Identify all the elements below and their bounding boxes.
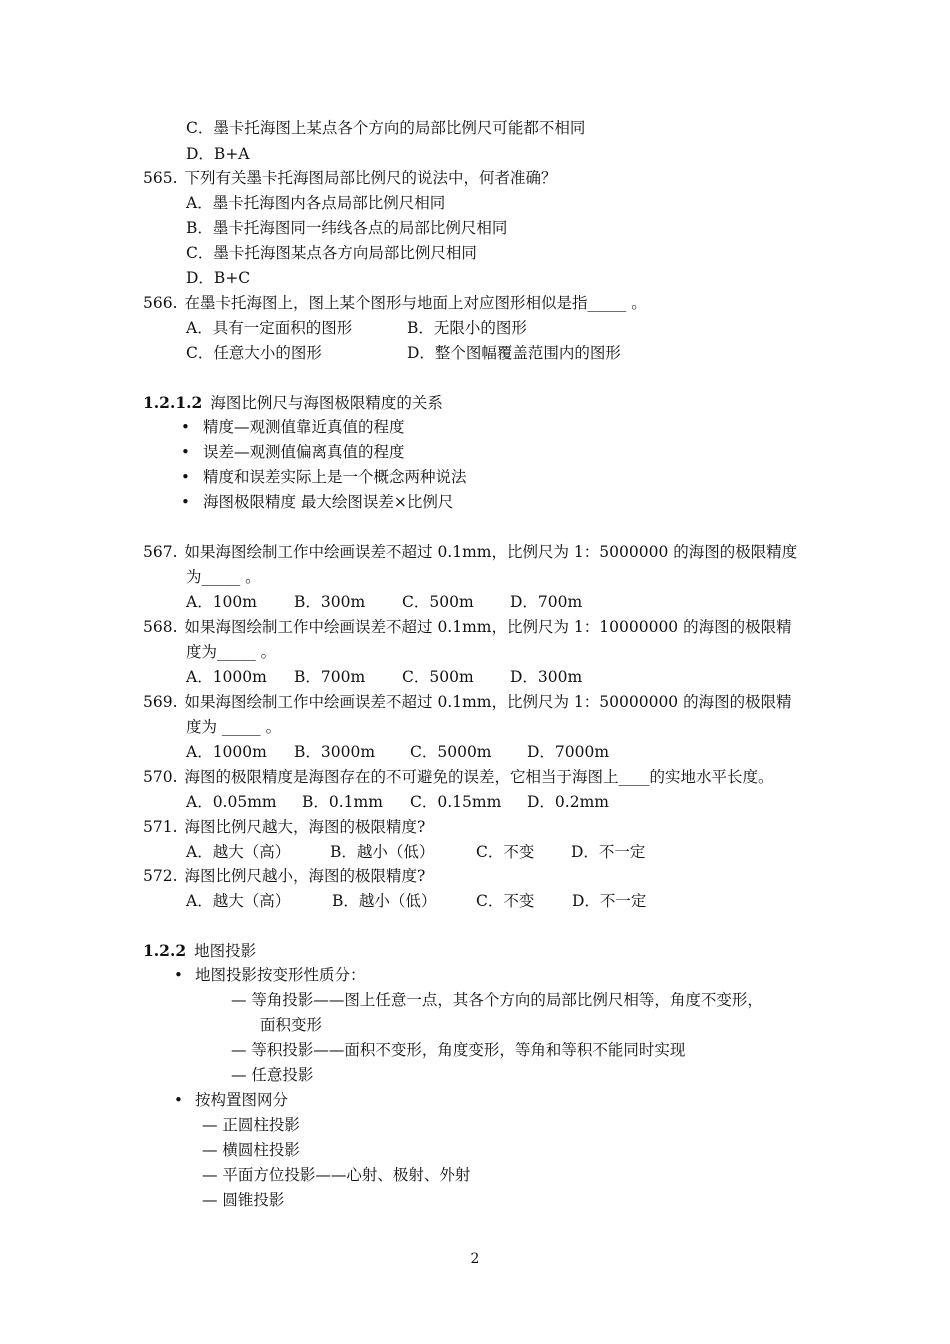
page-number: 2 bbox=[470, 1251, 480, 1267]
question-stem: 海图比例尺越小，海图的极限精度? bbox=[184, 867, 426, 885]
q569-option-b: B．3000m bbox=[294, 743, 376, 761]
q566-option-a: A．具有一定面积的图形 bbox=[186, 319, 353, 337]
question-stem-continued: 度为 _____ 。 bbox=[186, 718, 282, 736]
question-number: 569. bbox=[143, 693, 178, 711]
carry-option-d: D．B+A bbox=[186, 145, 250, 163]
question-571 bbox=[143, 817, 425, 837]
section-heading-122 bbox=[143, 941, 256, 961]
sub-item: — 任意投影 bbox=[231, 1066, 314, 1084]
bullet-icon: • bbox=[174, 966, 183, 984]
q567-option-a: A．100m bbox=[186, 593, 257, 611]
question-number: 565. bbox=[143, 169, 178, 187]
sub-item: — 正圆柱投影 bbox=[202, 1116, 300, 1134]
section-number: 1.2.1.2 bbox=[143, 393, 203, 412]
bullet-item: 精度—观测值靠近真值的程度 bbox=[203, 418, 405, 436]
question-number: 568. bbox=[143, 618, 178, 636]
section-title: 地图投影 bbox=[194, 942, 257, 960]
bullet-icon: • bbox=[181, 493, 190, 511]
section-title: 海图比例尺与海图极限精度的关系 bbox=[210, 394, 443, 412]
q571-option-b: B．越小（低） bbox=[330, 843, 435, 861]
bullet-icon: • bbox=[181, 418, 190, 436]
q570-option-a: A．0.05mm bbox=[186, 793, 277, 811]
q568-option-d: D．300m bbox=[510, 668, 583, 686]
question-stem-continued: 度为_____ 。 bbox=[186, 643, 277, 661]
q569-option-a: A．1000m bbox=[186, 743, 267, 761]
sub-item-continued: 面积变形 bbox=[260, 1016, 323, 1034]
q568-option-a: A．1000m bbox=[186, 668, 267, 686]
question-572 bbox=[143, 866, 425, 886]
question-570 bbox=[143, 767, 774, 787]
question-568 bbox=[143, 617, 792, 637]
sub-item: — 横圆柱投影 bbox=[202, 1141, 300, 1159]
carry-option-c: C．墨卡托海图上某点各个方向的局部比例尺可能都不相同 bbox=[186, 119, 586, 137]
question-stem: 海图比例尺越大，海图的极限精度? bbox=[184, 818, 426, 836]
question-566 bbox=[143, 293, 647, 313]
bullet-item: 海图极限精度 最大绘图误差×比例尺 bbox=[203, 493, 454, 511]
q571-option-a: A．越大（高） bbox=[186, 843, 291, 861]
bullet-item: 精度和误差实际上是一个概念两种说法 bbox=[203, 468, 467, 486]
bullet-item: 按构置图网分 bbox=[195, 1091, 289, 1109]
q572-option-c: C．不变 bbox=[476, 892, 535, 910]
q565-option-b: B．墨卡托海图同一纬线各点的局部比例尺相同 bbox=[186, 219, 508, 237]
bullet-icon: • bbox=[174, 1091, 183, 1109]
bullet-icon: • bbox=[181, 468, 190, 486]
q567-option-c: C．500m bbox=[402, 593, 474, 611]
q569-option-c: C．5000m bbox=[410, 743, 492, 761]
question-number: 567. bbox=[143, 543, 178, 561]
q572-option-b: B．越小（低） bbox=[332, 892, 437, 910]
question-567 bbox=[143, 542, 797, 562]
q568-option-b: B．700m bbox=[294, 668, 366, 686]
q570-option-b: B．0.1mm bbox=[302, 793, 383, 811]
bullet-item: 地图投影按变形性质分： bbox=[195, 966, 366, 984]
q565-option-a: A．墨卡托海图内各点局部比例尺相同 bbox=[186, 194, 446, 212]
section-heading-1212 bbox=[143, 393, 443, 413]
q566-option-b: B．无限小的图形 bbox=[407, 319, 527, 337]
bullet-item: 误差—观测值偏离真值的程度 bbox=[203, 443, 405, 461]
question-569 bbox=[143, 692, 792, 712]
question-number: 571. bbox=[143, 818, 178, 836]
question-stem: 海图的极限精度是海图存在的不可避免的误差，它相当于海图上____的实地水平长度。 bbox=[184, 768, 774, 786]
sub-item: — 等积投影——面积不变形，角度变形，等角和等积不能同时实现 bbox=[231, 1041, 686, 1059]
question-stem: 在墨卡托海图上，图上某个图形与地面上对应图形相似是指_____ 。 bbox=[184, 294, 647, 312]
q566-option-d: D．整个图幅覆盖范围内的图形 bbox=[407, 344, 621, 362]
q569-option-d: D．7000m bbox=[527, 743, 610, 761]
q565-option-c: C．墨卡托海图某点各方向局部比例尺相同 bbox=[186, 244, 477, 262]
q571-option-d: D．不一定 bbox=[571, 843, 646, 861]
q566-option-c: C．任意大小的图形 bbox=[186, 344, 322, 362]
q567-option-d: D．700m bbox=[510, 593, 583, 611]
sub-item: — 平面方位投影——心射、极射、外射 bbox=[202, 1166, 471, 1184]
q570-option-d: D．0.2mm bbox=[527, 793, 609, 811]
question-stem: 如果海图绘制工作中绘画误差不超过 0.1mm，比例尺为 1：5000000 的海图的极限精度 bbox=[184, 543, 798, 561]
question-number: 566. bbox=[143, 294, 178, 312]
question-stem-continued: 为_____ 。 bbox=[186, 568, 261, 586]
question-number: 572. bbox=[143, 867, 178, 885]
q565-option-d: D．B+C bbox=[186, 269, 251, 287]
q572-option-d: D．不一定 bbox=[572, 892, 647, 910]
sub-item: — 圆锥投影 bbox=[202, 1191, 285, 1209]
q567-option-b: B．300m bbox=[294, 593, 366, 611]
question-number: 570. bbox=[143, 768, 178, 786]
question-565 bbox=[143, 168, 557, 188]
q572-option-a: A．越大（高） bbox=[186, 892, 291, 910]
question-stem: 如果海图绘制工作中绘画误差不超过 0.1mm，比例尺为 1：10000000 的海图的极限精 bbox=[184, 618, 792, 636]
section-number: 1.2.2 bbox=[143, 941, 187, 960]
q571-option-c: C．不变 bbox=[476, 843, 535, 861]
q570-option-c: C．0.15mm bbox=[410, 793, 502, 811]
question-stem: 下列有关墨卡托海图局部比例尺的说法中，何者准确？ bbox=[184, 169, 557, 187]
sub-item: — 等角投影——图上任意一点，其各个方向的局部比例尺相等，角度不变形， bbox=[231, 991, 763, 1009]
q568-option-c: C．500m bbox=[402, 668, 474, 686]
question-stem: 如果海图绘制工作中绘画误差不超过 0.1mm，比例尺为 1：50000000 的海图的极限精 bbox=[184, 693, 792, 711]
bullet-icon: • bbox=[181, 443, 190, 461]
